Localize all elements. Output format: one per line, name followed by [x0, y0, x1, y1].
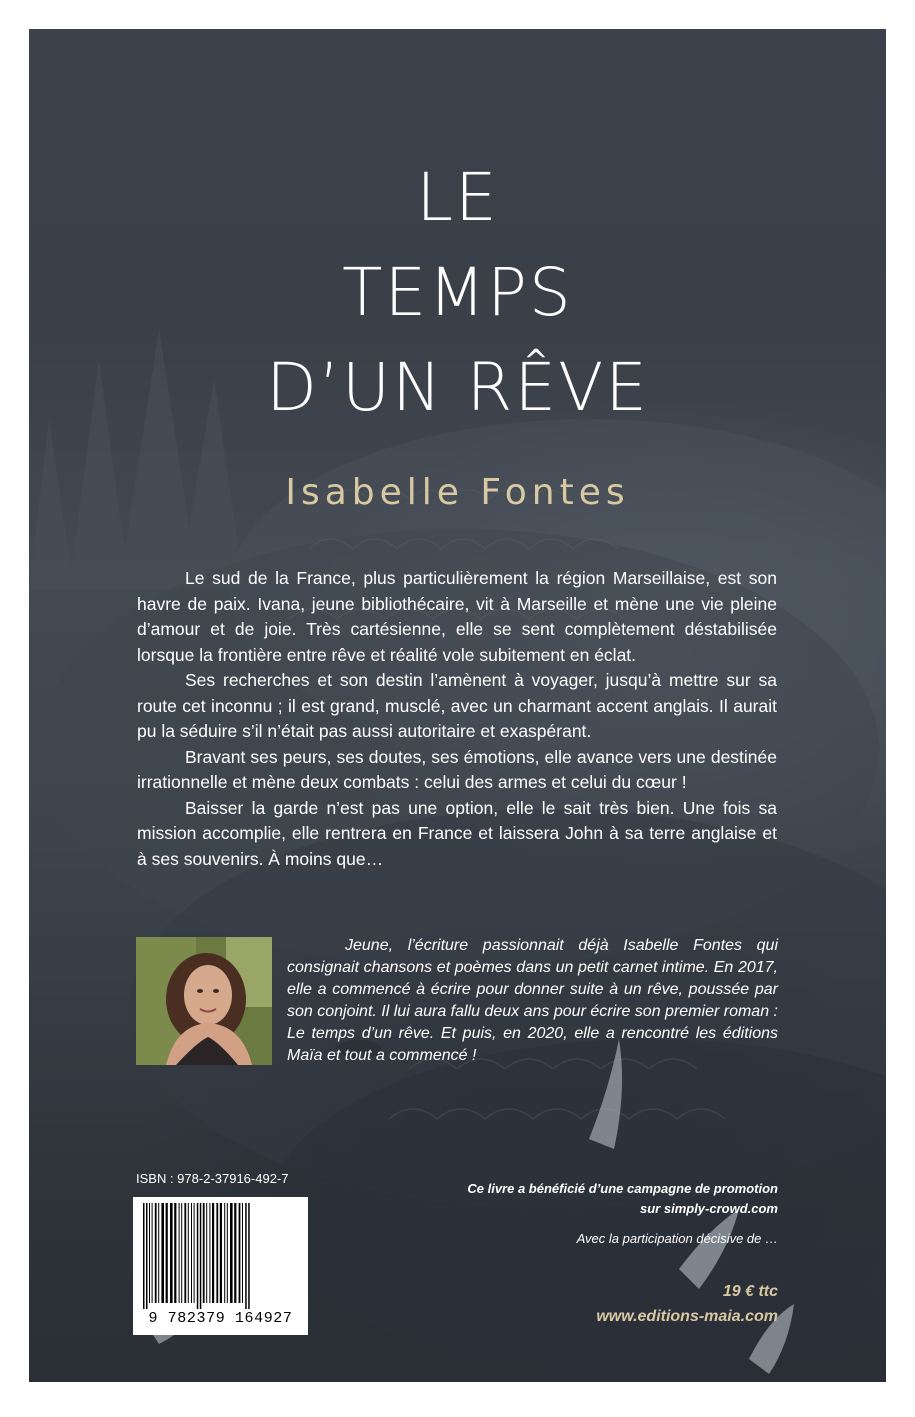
isbn: ISBN : 978-2-37916-492-7 — [136, 1171, 289, 1186]
promo-text — [409, 1179, 778, 1219]
barcode-bar — [216, 1203, 218, 1303]
barcode-bar — [206, 1203, 207, 1303]
author-portrait-illustration — [136, 937, 272, 1065]
barcode-bar — [184, 1203, 186, 1303]
barcode-bar — [146, 1203, 148, 1309]
synopsis-paragraph: Ses recherches et son destin l’amènent à voyager, jusqu’à mettre sur sa route cet inconnu ; il est grand, musclé, avec un charmant accent anglais. Il aurait pu la séduire s’il n’était pas aussi autoritaire et exaspérant. — [137, 670, 777, 741]
barcode-bar — [224, 1203, 225, 1303]
price: 19 € ttc — [722, 1283, 778, 1300]
barcode-bar — [230, 1203, 233, 1303]
barcode-bar — [158, 1203, 159, 1303]
author-name: Isabelle Fontes — [285, 472, 630, 513]
barcode-bars — [133, 1197, 308, 1309]
title-line-1: LE — [416, 159, 499, 236]
barcode-bar — [239, 1203, 241, 1303]
barcode-bar — [181, 1203, 182, 1303]
barcode-bar — [234, 1203, 236, 1303]
barcode-bar — [212, 1203, 214, 1303]
barcode-bar — [155, 1203, 157, 1303]
publisher-website: www.editions-maia.com — [596, 1308, 778, 1325]
barcode-bar — [209, 1203, 210, 1303]
barcode-bar — [170, 1203, 173, 1303]
author-photo — [136, 937, 272, 1065]
barcode-bar — [143, 1203, 145, 1309]
barcode-bar — [191, 1203, 192, 1303]
synopsis-paragraph: Baisser la garde n’est pas une option, elle le sait très bien. Une fois sa mission accomplie, elle rentrera en France et laissera John à sa terre anglaise et à ses souvenirs. À moins que… — [137, 797, 777, 869]
barcode-bar — [174, 1203, 176, 1303]
synopsis-paragraph: Le sud de la France, plus particulièrement la région Marseillaise, est son havre de paix. Ivana, jeune bibliothécaire, vit à Marseille et mène une vie pleine d’amour et de joie. Très cartésienne, elle se sent complètement déstabilisée lorsque la frontière entre rêve et réalité vole subitement en éclat. — [137, 568, 777, 665]
barcode-bar — [220, 1203, 222, 1303]
barcode-bar — [245, 1203, 247, 1309]
title-line-2: TEMPS — [342, 254, 573, 331]
barcode-bar — [149, 1203, 150, 1303]
title-line-3: D’UN RÊVE — [266, 349, 649, 426]
barcode-bar — [242, 1203, 243, 1303]
barcode-bar — [248, 1203, 250, 1309]
barcode-bar — [203, 1203, 205, 1303]
barcode-bar — [161, 1203, 164, 1303]
barcode-bar — [179, 1203, 180, 1303]
author-bio: Jeune, l’écriture passionnait déjà Isabelle Fontes qui consignait chansons et poèmes dans un petit carnet intime. En 2017, elle a commencé à écrire pour donner suite à un rêve, poussée par son conjoint. Il lui aura fallu deux ans pour écrire son premier roman : Le temps d’un rêve. Et puis, en 2020, elle a rencontré les éditions Maïa et tout a commencé ! — [287, 937, 778, 1064]
barcode-bar — [152, 1203, 153, 1303]
barcode-bar — [188, 1203, 189, 1303]
book-back-cover — [29, 29, 886, 1382]
barcode-bar — [194, 1203, 195, 1303]
synopsis-paragraph: Bravant ses peurs, ses doutes, ses émotions, elle avance vers une destinée irrationnelle et mène deux combats : celui des armes et celui du cœur ! — [137, 746, 777, 792]
barcode-bar — [197, 1203, 199, 1309]
participation-text: Avec la participation décisive de … — [576, 1231, 778, 1246]
promo-line-1: Ce livre a bénéficié d’une campagne de promotion — [467, 1181, 778, 1196]
barcode — [133, 1197, 308, 1335]
barcode-bar — [227, 1203, 228, 1303]
barcode-digits: 9 782379 164927 — [148, 1310, 293, 1327]
synopsis — [137, 566, 777, 872]
barcode-bar — [200, 1203, 202, 1309]
promo-line-2: sur simply-crowd.com — [640, 1201, 778, 1216]
barcode-bar — [166, 1203, 168, 1303]
